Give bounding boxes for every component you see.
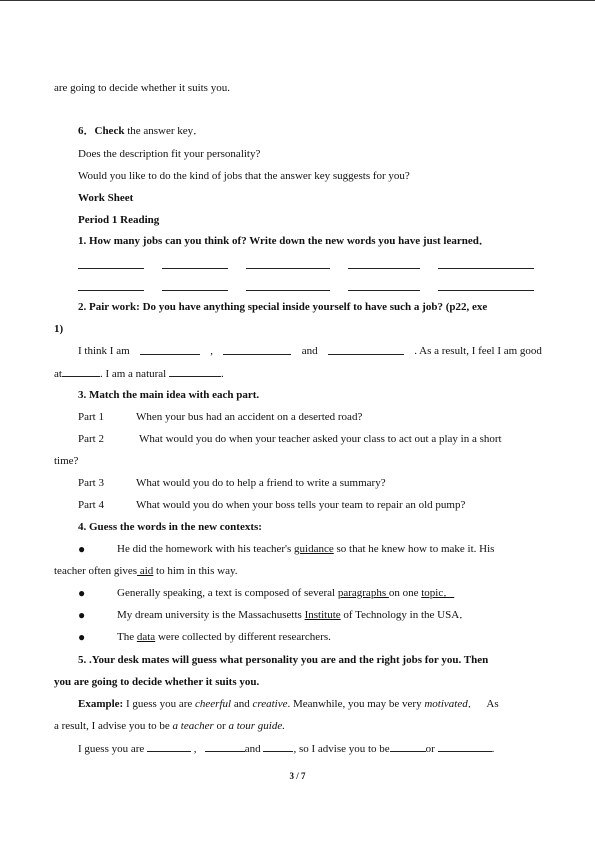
- blank-field[interactable]: [140, 344, 200, 355]
- question-2-line-2: 1): [54, 323, 64, 335]
- sentence-text: on one: [388, 587, 422, 599]
- sentence-4: [117, 630, 331, 644]
- answer-blank[interactable]: [438, 258, 534, 269]
- question-3: 3. Match the main idea with each part.: [78, 389, 260, 401]
- part-text: What would you do when your teacher asked your class to act out a play in a short: [139, 433, 502, 445]
- example-line-1: [78, 697, 499, 711]
- blank-field[interactable]: [263, 741, 293, 752]
- think-comma: ,: [210, 345, 214, 357]
- example-text: and: [231, 698, 253, 710]
- sentence-text: teacher often gives: [54, 565, 138, 577]
- part-label: Part 1: [78, 411, 104, 423]
- period-title: Period 1 Reading: [78, 214, 160, 226]
- sentence-text: of Technology in the USA．: [340, 609, 471, 621]
- example-word: motivated: [424, 698, 468, 710]
- example-word: a tour guide.: [228, 720, 285, 732]
- question-fit: Does the description fit your personality?: [78, 148, 261, 160]
- underlined-word: Institute: [304, 609, 341, 621]
- sentence-text: He did the homework with his teacher's: [117, 543, 295, 555]
- example-text: or: [213, 720, 229, 732]
- answer-blank[interactable]: [78, 258, 144, 269]
- bullet-icon: ●: [78, 608, 86, 622]
- part-3: [78, 476, 386, 490]
- example-line-2: [54, 719, 285, 733]
- answer-blank[interactable]: [246, 280, 330, 291]
- sentence-2: [117, 586, 454, 600]
- step-6-bold: Check: [94, 125, 125, 137]
- part-text: What would you do to help a friend to write a summary?: [136, 477, 386, 489]
- question-4: 4. Guess the words in the new contexts:: [78, 521, 262, 533]
- sentence-text: to him in this way.: [153, 565, 238, 577]
- question-1: 1. How many jobs can you think of? Write down the new words you have just learned．: [78, 235, 490, 247]
- think-as-result: . As a result, I feel I am good: [414, 345, 542, 357]
- part-text: What would you do when your boss tells your team to repair an old pump?: [136, 499, 466, 511]
- question-like: Would you like to do the kind of jobs that the answer key suggests for you?: [78, 170, 410, 182]
- part-4: [78, 498, 465, 512]
- guess-text: , so I advise you to be: [293, 743, 390, 755]
- think-i-am: I think I am: [78, 345, 130, 357]
- bullet-icon: ●: [78, 586, 86, 600]
- blank-field[interactable]: [147, 741, 191, 752]
- sentence-1-continued: [54, 564, 238, 578]
- bullet-icon: ●: [78, 542, 86, 556]
- answer-blank[interactable]: [246, 258, 330, 269]
- sentence-1: [117, 542, 494, 556]
- underlined-word: aid: [137, 565, 154, 577]
- part-2-continued: time?: [54, 455, 79, 467]
- part-text: When your bus had an accident on a deserted road?: [136, 411, 363, 423]
- answer-blank[interactable]: [438, 280, 534, 291]
- guess-line: [78, 741, 494, 756]
- blank-field[interactable]: [205, 741, 245, 752]
- part-2: [78, 432, 502, 446]
- question-2-line-1: 2. Pair work: Do you have anything special inside yourself to have such a job? (p22, exe: [78, 301, 488, 313]
- think-and: and: [301, 345, 318, 357]
- underlined-word: paragraphs: [337, 587, 389, 599]
- part-label: Part 3: [78, 477, 104, 489]
- blank-field[interactable]: [223, 344, 291, 355]
- answer-blank[interactable]: [348, 280, 420, 291]
- guess-text: or: [425, 743, 435, 755]
- answer-blank[interactable]: [78, 280, 144, 291]
- sentence-text: The: [117, 631, 137, 643]
- underlined-word: topic．: [421, 587, 455, 599]
- bullet-icon: ●: [78, 630, 86, 644]
- think-line-2: [54, 366, 224, 381]
- guess-text: I guess you are: [78, 743, 145, 755]
- example-text: a result, I advise you to be: [54, 720, 173, 732]
- underlined-word: data: [136, 631, 156, 643]
- guess-text: and: [244, 743, 261, 755]
- sentence-text: My dream university is the Massachusetts: [117, 609, 305, 621]
- blank-field[interactable]: [62, 366, 100, 377]
- step-6: [78, 124, 204, 138]
- example-text: I guess you are: [123, 698, 196, 710]
- sentence-text: Generally speaking, a text is composed of several: [117, 587, 338, 599]
- think-natural: . I am a natural: [99, 368, 167, 380]
- part-label: Part 4: [78, 499, 104, 511]
- think-at: at: [54, 368, 62, 380]
- part-1: [78, 410, 362, 424]
- example-text: . Meanwhile, you may be very: [287, 698, 425, 710]
- worksheet-title: Work Sheet: [78, 192, 134, 204]
- blank-field[interactable]: [390, 741, 426, 752]
- page-number: 3 / 7: [289, 771, 306, 781]
- blank-field[interactable]: [169, 366, 221, 377]
- intro-line: are going to decide whether it suits you.: [54, 82, 230, 94]
- underlined-word: guidance: [294, 543, 334, 555]
- step-6-rest: the answer key．: [124, 125, 205, 137]
- answer-blank[interactable]: [162, 258, 228, 269]
- answer-blank[interactable]: [348, 258, 420, 269]
- answer-blank[interactable]: [162, 280, 228, 291]
- example-word: cheerful: [195, 698, 232, 710]
- example-word: creative: [252, 698, 288, 710]
- sentence-3: [117, 608, 470, 622]
- top-rule: [0, 0, 595, 1]
- question-5-line-1: 5. .Your desk mates will guess what personality you are and the right jobs for you. Then: [78, 654, 489, 666]
- question-5-line-2: you are going to decide whether it suits you.: [54, 676, 260, 688]
- example-label: Example:: [78, 698, 124, 710]
- sentence-text: so that he knew how to make it. His: [333, 543, 495, 555]
- sentence-text: were collected by different researchers.: [155, 631, 331, 643]
- guess-text: .: [491, 743, 495, 755]
- blank-field[interactable]: [328, 344, 404, 355]
- think-line: [78, 344, 542, 358]
- part-label: Part 2: [78, 433, 104, 445]
- guess-text: ,: [193, 743, 197, 755]
- step-6-number: 6．: [78, 125, 95, 137]
- example-word: a teacher: [172, 720, 214, 732]
- example-text: ． As: [467, 698, 499, 710]
- think-period: .: [220, 368, 224, 380]
- blank-field[interactable]: [438, 741, 492, 752]
